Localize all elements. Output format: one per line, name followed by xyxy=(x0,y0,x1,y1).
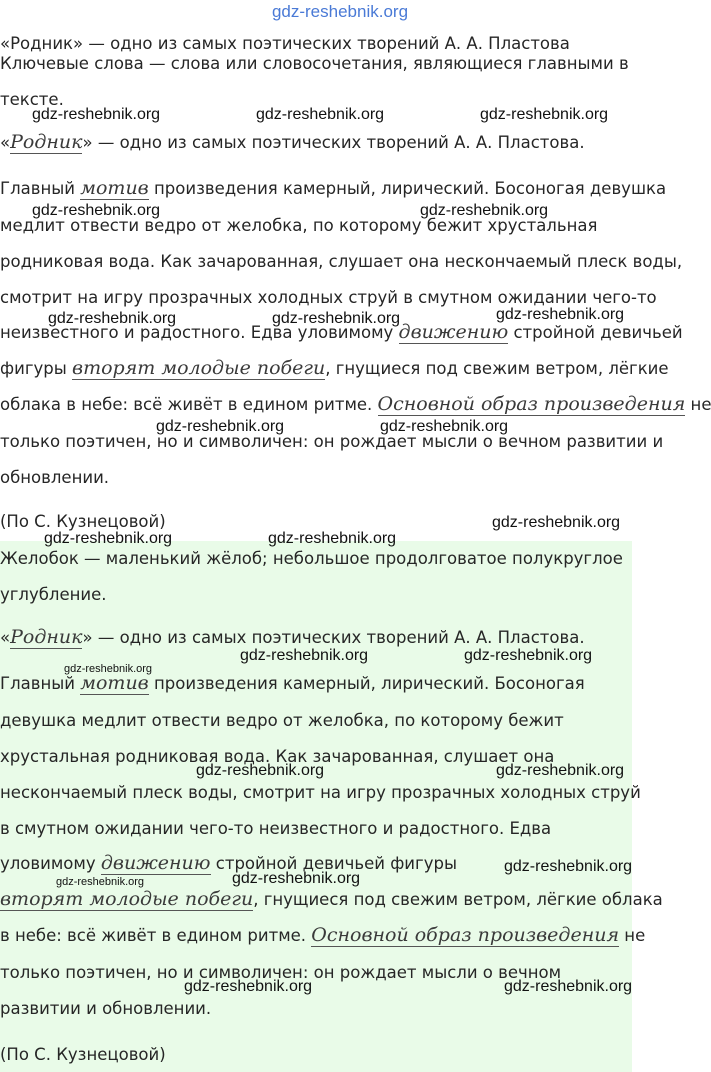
text-line: развитии и обновлении. xyxy=(0,999,212,1018)
keyword: Родник xyxy=(10,626,83,648)
watermark: gdz-reshebnik.org xyxy=(256,106,385,123)
text-fragment: Главный xyxy=(0,674,81,693)
watermark: gdz-reshebnik.org xyxy=(504,978,633,995)
text-fragment: « xyxy=(0,133,11,152)
watermark: gdz-reshebnik.org xyxy=(156,418,285,435)
text-fragment: фигуры xyxy=(0,359,73,378)
keyword: мотив xyxy=(80,672,149,694)
keyword: движению xyxy=(398,321,509,343)
clipped-text-line: «Родник» — одно из самых поэтических творений А. А. Пластова xyxy=(0,34,570,53)
text-fragment: стройной девичьей фигуры xyxy=(210,854,457,873)
keyword: Основной образ произведения xyxy=(377,393,686,415)
text-fragment: произведения камерный, лирический. Босоногая xyxy=(148,674,585,693)
text-fragment: в небе: всё живёт в едином ритме. xyxy=(0,926,312,945)
text-fragment: » — одно из самых поэтических творений А. А. Пластова. xyxy=(82,133,585,152)
watermark: gdz-reshebnik.org xyxy=(496,762,625,779)
text-line xyxy=(0,178,666,200)
source-citation: (По С. Кузнецовой) xyxy=(0,512,166,531)
text-fragment: неизвестного и радостного. Едва уловимому xyxy=(0,323,399,342)
text-fragment: » — одно из самых поэтических творений А. А. Пластова. xyxy=(82,628,585,647)
text-line: смотрит на игру прозрачных холодных струй в смутном ожидании чего-то xyxy=(0,288,657,307)
watermark: gdz-reshebnik.org xyxy=(184,978,313,995)
watermark: gdz-reshebnik.org xyxy=(420,202,549,219)
text-fragment: облака в небе: всё живёт в едином ритме. xyxy=(0,395,378,414)
definition-line: Ключевые слова — слова или словосочетания, являющиеся главными в xyxy=(0,54,629,73)
text-line xyxy=(0,889,663,911)
definition-line: углубление. xyxy=(0,585,107,604)
text-line xyxy=(0,673,585,695)
text-line: девушка медлит отвести ведро от желобка, по которому бежит xyxy=(0,711,564,730)
text-line xyxy=(0,132,585,154)
keyword: движению xyxy=(100,852,211,874)
text-fragment: стройной девичьей xyxy=(508,323,683,342)
watermark: gdz-reshebnik.org xyxy=(48,310,177,327)
watermark: gdz-reshebnik.org xyxy=(44,530,173,547)
text-line: медлит отвести ведро от желобка, по которому бежит хрустальная xyxy=(0,216,598,235)
keyword: Основной образ произведения xyxy=(311,924,620,946)
text-line: родниковая вода. Как зачарованная, слушает она нескончаемый плеск воды, xyxy=(0,252,683,271)
keyword: вторят молодые побеги xyxy=(0,888,254,910)
text-line: только поэтичен, но и символичен: он рождает мысли о вечном развитии и xyxy=(0,432,664,451)
text-fragment: , гнущиеся под свежим ветром, лёгкие облака xyxy=(253,890,663,909)
text-fragment: уловимому xyxy=(0,854,101,873)
watermark: gdz-reshebnik.org xyxy=(32,106,161,123)
watermark: gdz-reshebnik.org xyxy=(380,418,509,435)
text-line: обновлении. xyxy=(0,468,110,487)
text-line xyxy=(0,394,711,416)
watermark: gdz-reshebnik.org xyxy=(504,858,633,875)
watermark: gdz-reshebnik.org xyxy=(64,663,153,675)
text-fragment: « xyxy=(0,628,11,647)
text-line: в смутном ожидании чего-то неизвестного и радостного. Едва xyxy=(0,819,552,838)
text-line: нескончаемый плеск воды, смотрит на игру прозрачных холодных струй xyxy=(0,783,641,802)
definition-line: тексте. xyxy=(0,90,64,109)
watermark: gdz-reshebnik.org xyxy=(272,310,401,327)
text-fragment: произведения камерный, лирический. Босоногая девушка xyxy=(148,179,667,198)
definition-line: Желобок — маленький жёлоб; небольшое продолговатое полукруглое xyxy=(0,549,623,568)
watermark: gdz-reshebnik.org xyxy=(480,106,609,123)
watermark: gdz-reshebnik.org xyxy=(232,870,361,887)
keyword: мотив xyxy=(80,177,149,199)
site-header-link[interactable]: gdz-reshebnik.org xyxy=(271,2,409,21)
source-citation: (По С. Кузнецовой) xyxy=(0,1045,166,1064)
keyword: вторят молодые побеги xyxy=(72,357,326,379)
text-fragment: Главный xyxy=(0,179,81,198)
text-fragment: не xyxy=(685,395,711,414)
watermark: gdz-reshebnik.org xyxy=(32,202,161,219)
text-line xyxy=(0,358,669,380)
text-fragment: не xyxy=(619,926,646,945)
text-line: только поэтичен, но и символичен: он рождает мысли о вечном xyxy=(0,963,562,982)
watermark: gdz-reshebnik.org xyxy=(492,514,621,531)
text-fragment: , гнущиеся под свежим ветром, лёгкие xyxy=(325,359,669,378)
watermark: gdz-reshebnik.org xyxy=(240,647,369,664)
watermark: gdz-reshebnik.org xyxy=(464,647,593,664)
watermark: gdz-reshebnik.org xyxy=(268,530,397,547)
watermark: gdz-reshebnik.org xyxy=(496,306,625,323)
text-line: хрустальная родниковая вода. Как зачарованная, слушает она xyxy=(0,747,555,766)
text-line xyxy=(0,627,585,649)
watermark: gdz-reshebnik.org xyxy=(196,762,325,779)
text-line xyxy=(0,853,457,875)
text-line xyxy=(0,925,645,947)
keyword: Родник xyxy=(10,131,83,153)
watermark: gdz-reshebnik.org xyxy=(56,876,145,888)
